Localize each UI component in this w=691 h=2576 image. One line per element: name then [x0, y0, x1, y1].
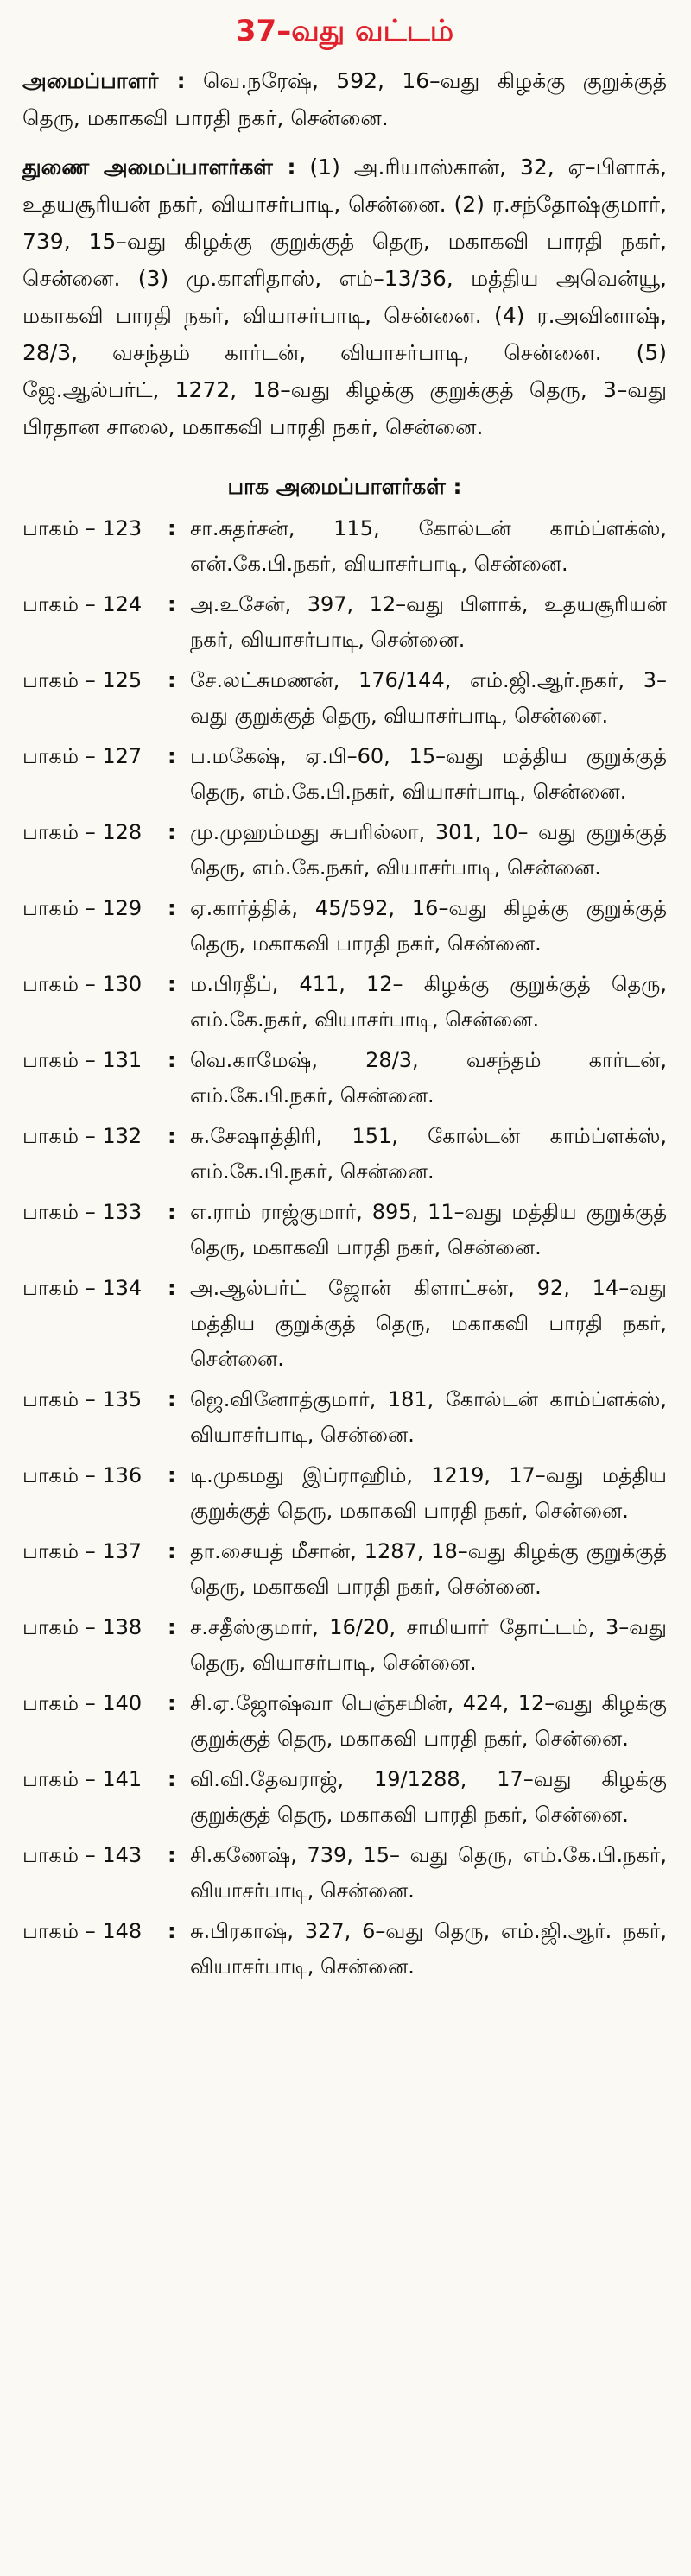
- part-colon: :: [168, 896, 176, 920]
- part-colon: :: [168, 1843, 176, 1867]
- part-colon: :: [168, 972, 176, 996]
- section-title: பாக அமைப்பாளர்கள் :: [227, 474, 462, 499]
- part-colon: :: [168, 516, 176, 540]
- part-colon: :: [168, 1048, 176, 1072]
- part-row: [22, 967, 667, 1038]
- part-detail: ஏ.கார்த்திக், 45/592, 16–வது கிழக்கு குறுக்குத் தெரு, மகாகவி பாரதி நகர், சென்னை.: [190, 896, 667, 956]
- part-colon: :: [168, 1615, 176, 1639]
- part-number: பாகம் – 138: [22, 1615, 143, 1639]
- part-number: பாகம் – 134: [22, 1276, 143, 1300]
- part-colon: :: [168, 1276, 176, 1300]
- part-number: பாகம் – 148: [22, 1919, 143, 1943]
- part-detail: சு.சேஷாத்திரி, 151, கோல்டன் காம்ப்ளக்ஸ், எம்.கே.பி.நகர், சென்னை.: [190, 1124, 667, 1184]
- part-colon: :: [168, 1463, 176, 1487]
- deputy-organizers-label: துணை அமைப்பாளர்கள் :: [22, 155, 296, 180]
- part-number: பாகம் – 141: [22, 1767, 143, 1791]
- part-colon: :: [168, 1691, 176, 1715]
- part-number: பாகம் – 128: [22, 820, 143, 844]
- part-row: [22, 663, 667, 734]
- part-number: பாகம் – 143: [22, 1843, 143, 1867]
- part-number: பாகம் – 130: [22, 972, 143, 996]
- part-row: [22, 1838, 667, 1909]
- part-number: பாகம் – 127: [22, 744, 143, 768]
- part-detail: ச.சதீஸ்குமார், 16/20, சாமியார் தோட்டம், 3–வது தெரு, வியாசர்பாடி, சென்னை.: [190, 1615, 667, 1675]
- part-detail: சா.சுதர்சன், 115, கோல்டன் காம்ப்ளக்ஸ், என்.கே.பி.நகர், வியாசர்பாடி, சென்னை.: [190, 516, 667, 576]
- part-row: [22, 1914, 667, 1985]
- part-detail: சி.கணேஷ், 739, 15– வது தெரு, எம்.கே.பி.நகர், வியாசர்பாடி, சென்னை.: [190, 1843, 667, 1903]
- deputy-organizers-text: (1) அ.ரியாஸ்கான், 32, ஏ–பிளாக், உதயசூரியன் நகர், வியாசர்பாடி, சென்னை. (2) ர.சந்தோஷ்குமார், 739, 15–வது கிழக்கு குறுக்குத் தெரு, மகாகவி பாரதி நகர், சென்னை. (3) மு.காளிதாஸ், எம்–13/36, மத்திய அவென்யூ, மகாகவி பாரதி நகர், வியாசர்பாடி, சென்னை. (4) ர.அவினாஷ், 28/3, வசந்தம் கார்டன், வியாசர்பாடி, சென்னை. (5) ஜே.ஆல்பர்ட், 1272, 18–வது கிழக்கு குறுக்குத் தெரு, 3–வது பிரதான சாலை, மகாகவி பாரதி நகர், சென்னை.: [22, 155, 667, 439]
- part-detail: சே.லட்சுமணன், 176/144, எம்.ஜி.ஆர்.நகர், 3– வது குறுக்குத் தெரு, வியாசர்பாடி, சென்னை.: [190, 668, 667, 728]
- part-number: பாகம் – 132: [22, 1124, 143, 1148]
- part-row: [22, 1762, 667, 1833]
- deputy-organizers-paragraph: [22, 148, 667, 445]
- part-detail: டி.முகமது இப்ராஹிம், 1219, 17–வது மத்திய குறுக்குத் தெரு, மகாகவி பாரதி நகர், சென்னை.: [190, 1463, 667, 1523]
- organizer-paragraph: [22, 62, 667, 136]
- part-colon: :: [168, 1539, 176, 1563]
- part-detail: தா.சையத் மீசான், 1287, 18–வது கிழக்கு குறுக்குத் தெரு, மகாகவி பாரதி நகர், சென்னை.: [190, 1539, 667, 1599]
- part-row: [22, 587, 667, 658]
- part-row: [22, 1043, 667, 1114]
- part-row: [22, 511, 667, 582]
- part-row: [22, 891, 667, 962]
- part-colon: :: [168, 1200, 176, 1224]
- part-colon: :: [168, 820, 176, 844]
- part-row: [22, 1382, 667, 1453]
- part-detail: வெ.காமேஷ், 28/3, வசந்தம் கார்டன், எம்.கே.பி.நகர், சென்னை.: [190, 1048, 667, 1108]
- part-detail: ம.பிரதீப், 411, 12– கிழக்கு குறுக்குத் தெரு, எம்.கே.நகர், வியாசர்பாடி, சென்னை.: [190, 972, 667, 1032]
- part-number: பாகம் – 135: [22, 1387, 143, 1411]
- part-number: பாகம் – 136: [22, 1463, 143, 1487]
- part-row: [22, 815, 667, 886]
- part-detail: சு.பிரகாஷ், 327, 6–வது தெரு, எம்.ஜி.ஆர். நகர், வியாசர்பாடி, சென்னை.: [190, 1919, 667, 1979]
- part-number: பாகம் – 129: [22, 896, 143, 920]
- part-colon: :: [168, 1919, 176, 1943]
- part-number: பாகம் – 125: [22, 668, 143, 692]
- part-row: [22, 1119, 667, 1190]
- part-colon: :: [168, 1387, 176, 1411]
- part-detail: வி.வி.தேவராஜ், 19/1288, 17–வது கிழக்கு குறுக்குத் தெரு, மகாகவி பாரதி நகர், சென்னை.: [190, 1767, 667, 1827]
- ward-heading: 37–வது வட்டம்: [235, 14, 454, 48]
- part-colon: :: [168, 744, 176, 768]
- part-detail: அ.உசேன், 397, 12–வது பிளாக், உதயசூரியன் நகர், வியாசர்பாடி, சென்னை.: [190, 592, 667, 652]
- part-detail: ஜெ.வினோத்குமார், 181, கோல்டன் காம்ப்ளக்ஸ், வியாசர்பாடி, சென்னை.: [190, 1387, 667, 1447]
- part-detail: மு.முஹம்மது சுபரில்லா, 301, 10– வது குறுக்குத் தெரு, எம்.கே.நகர், வியாசர்பாடி, சென்னை.: [190, 820, 667, 880]
- part-colon: :: [168, 1124, 176, 1148]
- parts-list: [22, 511, 667, 1985]
- part-number: பாகம் – 137: [22, 1539, 143, 1563]
- part-number: பாகம் – 123: [22, 516, 143, 540]
- part-detail: எ.ராம் ராஜ்குமார், 895, 11–வது மத்திய குறுக்குத் தெரு, மகாகவி பாரதி நகர், சென்னை.: [190, 1200, 667, 1260]
- organizer-label: அமைப்பாளர் :: [22, 68, 186, 93]
- part-colon: :: [168, 592, 176, 616]
- organizer-text: வெ.நரேஷ், 592, 16–வது கிழக்கு குறுக்குத் தெரு, மகாகவி பாரதி நகர், சென்னை.: [22, 68, 667, 130]
- part-row: [22, 1610, 667, 1681]
- part-detail: அ.ஆல்பர்ட் ஜோன் கிளாட்சன், 92, 14–வது மத்திய குறுக்குத் தெரு, மகாகவி பாரதி நகர், சென்னை.: [190, 1276, 667, 1371]
- part-number: பாகம் – 124: [22, 592, 143, 616]
- part-row: [22, 1686, 667, 1757]
- part-detail: சி.ஏ.ஜோஷ்வா பெஞ்சமின், 424, 12–வது கிழக்கு குறுக்குத் தெரு, மகாகவி பாரதி நகர், சென்னை.: [190, 1691, 667, 1751]
- part-colon: :: [168, 668, 176, 692]
- part-row: [22, 1534, 667, 1605]
- part-colon: :: [168, 1767, 176, 1791]
- part-number: பாகம் – 140: [22, 1691, 143, 1715]
- part-row: [22, 1195, 667, 1266]
- part-detail: ப.மகேஷ், ஏ.பி–60, 15–வது மத்திய குறுக்குத் தெரு, எம்.கே.பி.நகர், வியாசர்பாடி, சென்னை.: [190, 744, 667, 804]
- part-number: பாகம் – 133: [22, 1200, 143, 1224]
- part-row: [22, 739, 667, 810]
- part-row: [22, 1458, 667, 1529]
- part-row: [22, 1271, 667, 1377]
- part-number: பாகம் – 131: [22, 1048, 143, 1072]
